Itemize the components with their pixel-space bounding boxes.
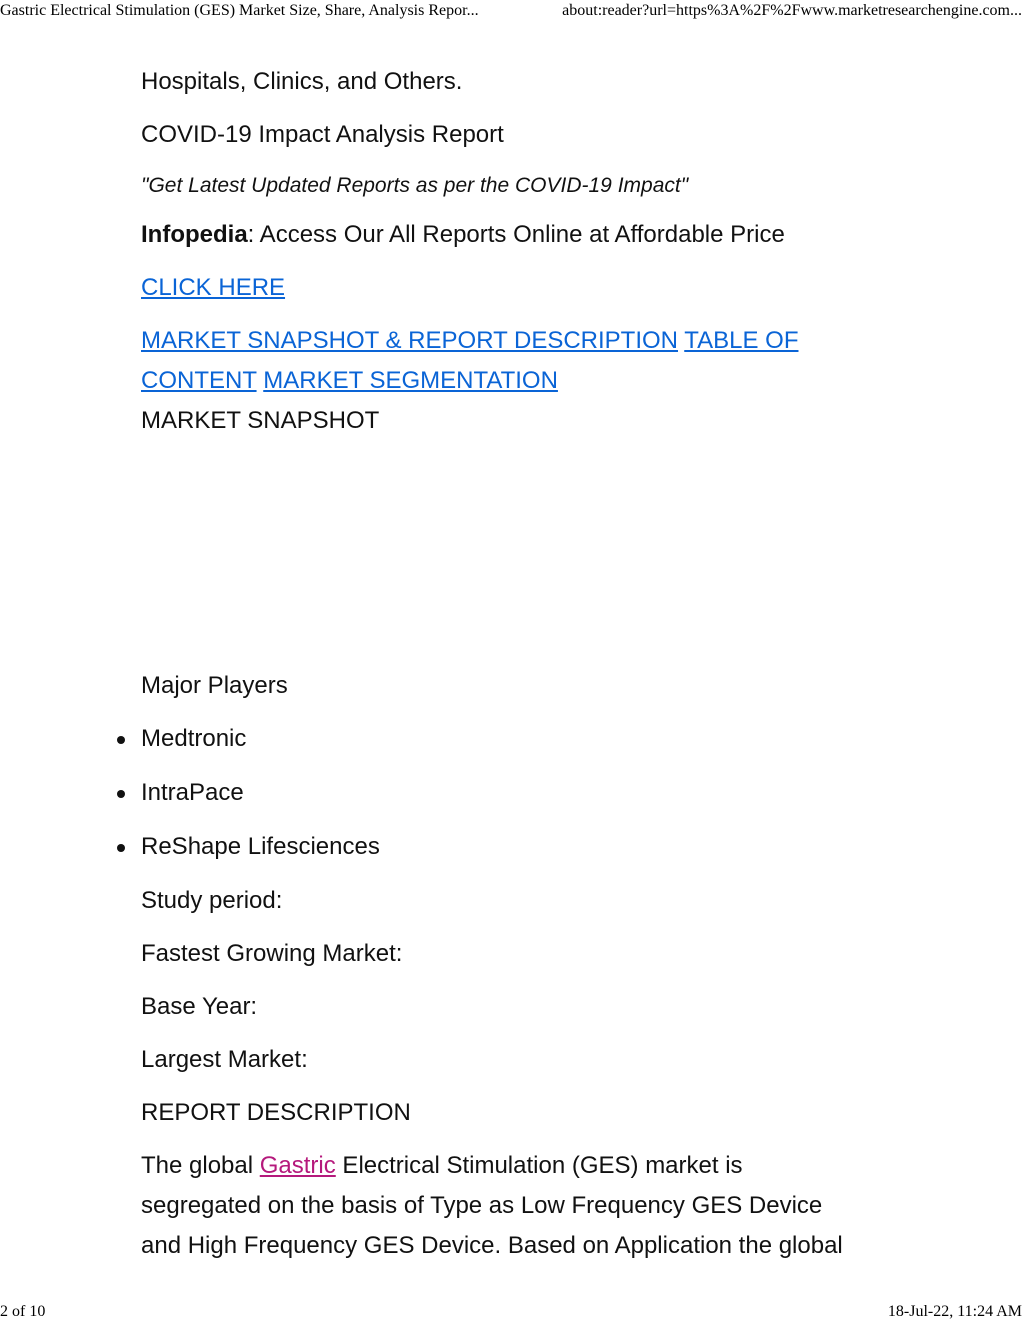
study-period-label: Study period: xyxy=(141,887,283,914)
gastric-link[interactable]: Gastric xyxy=(259,1152,336,1179)
player-name: IntraPace xyxy=(141,779,244,806)
report-description-heading: REPORT DESCRIPTION xyxy=(141,1099,411,1126)
click-here-link[interactable]: CLICK HERE xyxy=(141,274,286,301)
reader-content xyxy=(141,62,891,1266)
covid-heading: COVID-19 Impact Analysis Report xyxy=(141,121,504,148)
print-header-title: Gastric Electrical Stimulation (GES) Market Size, Share, Analysis Repor... xyxy=(0,2,479,19)
players-list xyxy=(141,719,891,867)
base-year-label: Base Year: xyxy=(141,993,258,1020)
print-datetime: 18-Jul-22, 11:24 AM xyxy=(887,1303,1022,1320)
report-description-paragraph xyxy=(141,1146,891,1266)
description-line-3: and High Frequency GES Device. Based on Application the global xyxy=(141,1232,843,1259)
page-number: 2 of 10 xyxy=(0,1303,46,1320)
bullet-icon xyxy=(117,844,125,852)
click-here-line xyxy=(141,268,891,308)
print-header xyxy=(0,2,1024,22)
market-snapshot-heading: MARKET SNAPSHOT xyxy=(141,407,380,434)
text-hospitals: Hospitals, Clinics, and Others. xyxy=(141,68,463,95)
list-item xyxy=(141,827,891,867)
description-line-1 xyxy=(141,1146,891,1186)
list-item xyxy=(141,773,891,813)
list-item xyxy=(141,719,891,759)
description-line1-rest: Electrical Stimulation (GES) market is xyxy=(335,1152,743,1179)
table-of-content-link[interactable]: TABLE OF xyxy=(684,327,799,354)
nav-links-line-1 xyxy=(141,321,891,361)
snapshot-description-link[interactable]: MARKET SNAPSHOT & REPORT DESCRIPTION xyxy=(141,327,678,354)
description-line-2: segregated on the basis of Type as Low Frequency GES Device xyxy=(141,1192,823,1219)
bullet-icon xyxy=(117,736,125,744)
player-name: Medtronic xyxy=(141,725,247,752)
fastest-growing-label: Fastest Growing Market: xyxy=(141,940,403,967)
print-header-url: about:reader?url=https%3A%2F%2Fwww.marketresearchengine.com... xyxy=(562,2,1022,19)
description-prefix: The global xyxy=(141,1152,260,1179)
covid-quote: "Get Latest Updated Reports as per the COVID-19 Impact" xyxy=(141,174,689,197)
player-name: ReShape Lifesciences xyxy=(141,833,380,860)
largest-market-label: Largest Market: xyxy=(141,1046,308,1073)
print-footer xyxy=(0,1303,1024,1323)
table-of-content-link-cont[interactable]: CONTENT xyxy=(141,367,257,394)
infopedia-text: : Access Our All Reports Online at Affordable Price xyxy=(247,221,785,248)
bullet-icon xyxy=(117,790,125,798)
infopedia-line xyxy=(141,215,891,255)
major-players-heading: Major Players xyxy=(141,672,288,699)
infopedia-label: Infopedia xyxy=(141,221,248,248)
snapshot-blank-area xyxy=(141,441,891,666)
nav-links-line-2 xyxy=(141,361,891,401)
market-segmentation-link[interactable]: MARKET SEGMENTATION xyxy=(263,367,558,394)
